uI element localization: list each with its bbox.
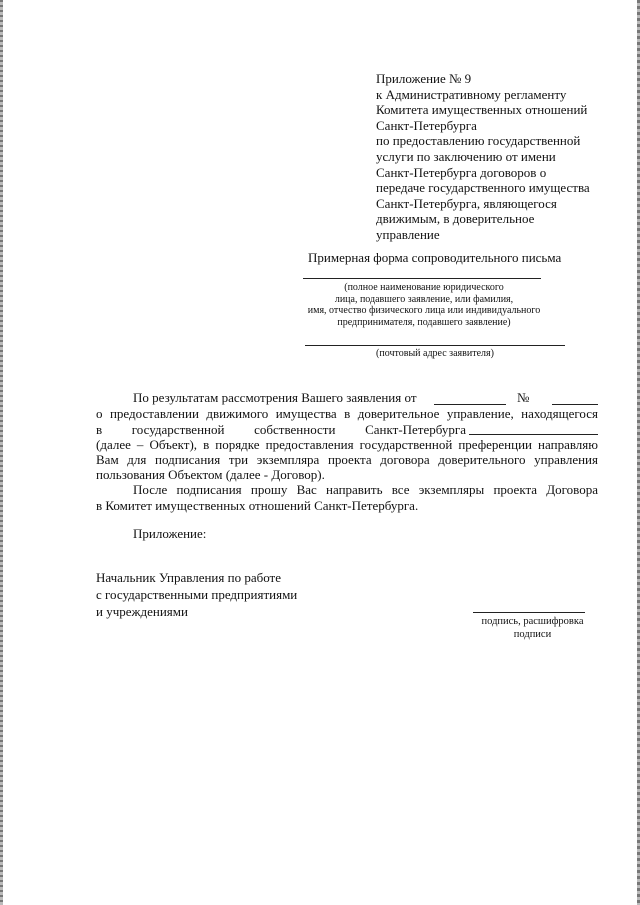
appendix-line: передаче государственного имущества — [376, 180, 590, 196]
signature-caption-2: подписи — [513, 629, 552, 640]
signatory-line: с государственными предприятиями — [96, 587, 298, 602]
word: в — [96, 422, 103, 437]
appendix-line: Санкт-Петербурга, являющегося — [376, 195, 557, 211]
p2-line-1: После подписания прошу Вас направить все экземпляры проекта Договора — [133, 482, 598, 497]
caption-line: предпринимателя, подавшего заявление) — [337, 316, 511, 328]
appendix-line: Санкт-Петербурга — [376, 117, 477, 133]
appendix-line: Санкт-Петербурга договоров о — [376, 164, 547, 180]
appendix-header — [376, 71, 626, 243]
caption-line: лица, подавшего заявление, или фамилия, — [334, 293, 514, 305]
scan-edge-left — [0, 0, 3, 905]
appendix-line: услуги по заключению от имени — [376, 148, 556, 164]
signature-line — [473, 612, 585, 613]
p1-line-1: По результатам рассмотрения Вашего заявления от — [133, 390, 417, 405]
appendix-number: Приложение № 9 — [376, 71, 472, 86]
p1-line-2: о предоставлении движимого имущества в доверительное управление, находящегося — [96, 406, 598, 421]
object-blank-line — [469, 434, 598, 435]
appendix-line: по предоставлению государственной — [376, 133, 581, 149]
number-sign: № — [517, 390, 530, 405]
signature-caption-1: подпись, расшифровка — [481, 616, 584, 627]
signatory-line: и учреждениями — [96, 604, 188, 619]
p1-line-3 — [96, 422, 466, 438]
p1-line-4: (далее – Объект), в порядке предоставления государственной преференции направляю — [96, 437, 598, 452]
appendix-line: Комитета имущественных отношений — [376, 102, 588, 118]
signatory-position — [96, 569, 297, 620]
form-title: Примерная форма сопроводительного письма — [308, 250, 562, 265]
application-number-line — [552, 404, 598, 405]
applicant-name-line — [303, 278, 541, 279]
postal-address-caption: (почтовый адрес заявителя) — [376, 348, 494, 359]
caption-line: имя, отчество физического лица или индивидуального — [307, 305, 541, 317]
applicant-caption — [290, 282, 558, 328]
p2-line-2: в Комитет имущественных отношений Санкт-Петербурга. — [96, 498, 419, 513]
signatory-line: Начальник Управления по работе — [96, 570, 281, 585]
appendix-line: управление — [376, 226, 440, 242]
appendix-line: к Административному регламенту — [376, 86, 567, 102]
word: Санкт-Петербурга — [365, 422, 466, 437]
word: собственности — [254, 422, 336, 437]
postal-address-line — [305, 345, 565, 346]
appendix-line: движимым, в доверительное — [376, 211, 535, 227]
p1-line-5: Вам для подписания три экземпляра проекта договора доверительного управления — [96, 452, 598, 467]
p1-line-6: пользования Объектом (далее - Договор). — [96, 467, 325, 482]
application-date-line — [434, 404, 506, 405]
attachment-label: Приложение: — [133, 526, 207, 541]
caption-line: (полное наименование юридического — [344, 282, 504, 293]
word: государственной — [131, 422, 225, 437]
